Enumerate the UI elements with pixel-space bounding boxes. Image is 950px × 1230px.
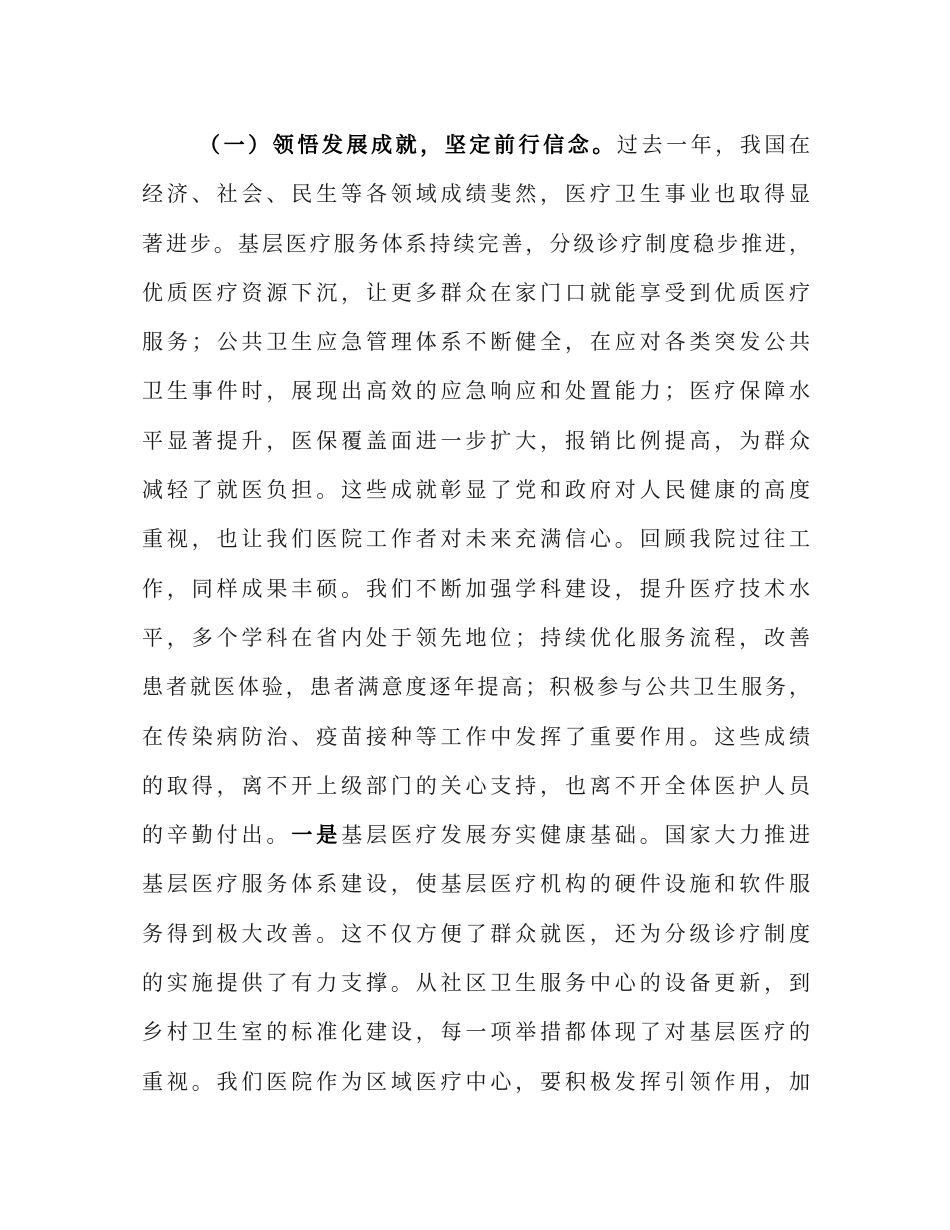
paragraph-line: 卫生事件时，展现出高效的应急响应和处置能力；医疗保障水 — [142, 379, 810, 404]
paragraph-line: 重视，也让我们医院工作者对未来充满信心。回顾我院过往工 — [142, 527, 810, 552]
line-text: 过去一年，我国在 — [616, 133, 811, 157]
paragraph-line: 平，多个学科在省内处于领先地位；持续优化服务流程，改善 — [142, 625, 810, 650]
body-paragraph — [142, 121, 810, 1107]
point-marker: 一是 — [291, 823, 342, 848]
paragraph-line — [142, 811, 810, 860]
paragraph-line: 减轻了就医负担。这些成就彰显了党和政府对人民健康的高度 — [142, 478, 810, 503]
paragraph-line: 的实施提供了有力支撑。从社区卫生服务中心的设备更新，到 — [142, 971, 810, 996]
paragraph-line: 著进步。基层医疗服务体系持续完善，分级诊疗制度稳步推进， — [142, 231, 810, 256]
line-text: 的辛勤付出。 — [142, 823, 292, 848]
paragraph-line: 患者就医体验，患者满意度逐年提高；积极参与公共卫生服务， — [142, 675, 810, 700]
line-text: 基层医疗发展夯实健康基础。国家大力推进 — [341, 823, 811, 848]
paragraph-line: 的取得，离不开上级部门的关心支持，也离不开全体医护人员 — [142, 773, 810, 798]
paragraph-line: 经济、社会、民生等各领域成绩斐然，医疗卫生事业也取得显 — [142, 182, 810, 207]
paragraph-line: 乡村卫生室的标准化建设，每一项举措都体现了对基层医疗的 — [142, 1020, 810, 1045]
paragraph-line: 平显著提升，医保覆盖面进一步扩大，报销比例提高，为群众 — [142, 428, 810, 453]
paragraph-line: 服务；公共卫生应急管理体系不断健全，在应对各类突发公共 — [142, 330, 810, 355]
paragraph-line: 作，同样成果丰硕。我们不断加强学科建设，提升医疗技术水 — [142, 576, 810, 601]
paragraph-line: 重视。我们医院作为区域医疗中心，要积极发挥引领作用，加 — [142, 1069, 810, 1094]
paragraph-line: 在传染病防治、疫苗接种等工作中发挥了重要作用。这些成绩 — [142, 724, 810, 749]
section-heading: （一）领悟发展成就，坚定前行信念。 — [199, 133, 617, 157]
paragraph-line: 优质医疗资源下沉，让更多群众在家门口就能享受到优质医疗 — [142, 280, 810, 305]
paragraph-line — [142, 121, 810, 170]
paragraph-line: 务得到极大改善。这不仅方便了群众就医，还为分级诊疗制度 — [142, 921, 810, 946]
paragraph-line: 基层医疗服务体系建设，使基层医疗机构的硬件设施和软件服 — [142, 872, 810, 897]
